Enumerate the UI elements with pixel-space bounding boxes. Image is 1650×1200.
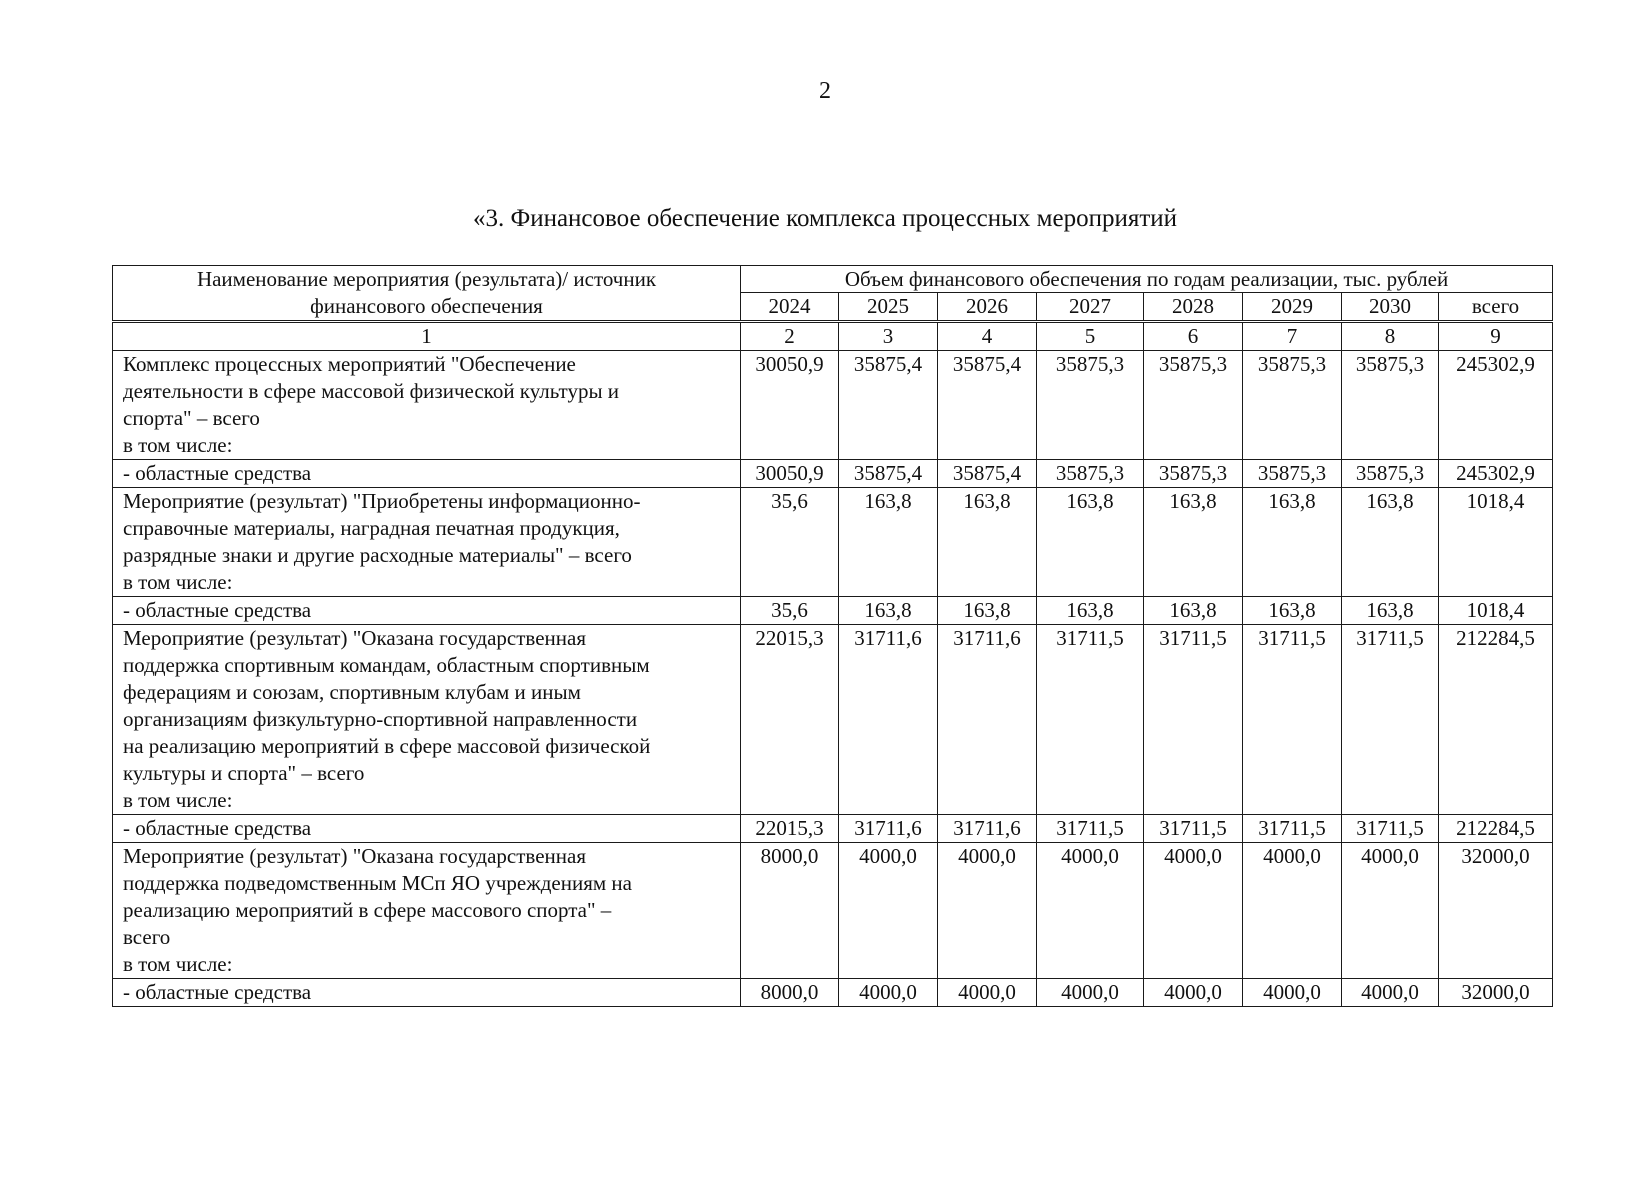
year-header: 2029	[1243, 293, 1342, 322]
row-value-cell: 4000,0	[1342, 979, 1439, 1007]
row-name-cell	[113, 843, 741, 979]
row-name-line: поддержка спортивным командам, областным спортивным	[123, 653, 650, 677]
row-name-line: Мероприятие (результат) "Оказана государственная	[123, 626, 587, 650]
table-row	[113, 488, 1553, 597]
row-value-cell: 4000,0	[839, 979, 938, 1007]
year-header: 2026	[938, 293, 1037, 322]
year-header: 2028	[1144, 293, 1243, 322]
row-name-line: разрядные знаки и другие расходные материалы" – всего	[123, 543, 632, 567]
row-name-line: спорта" – всего	[123, 406, 260, 430]
row-value-cell: 31711,5	[1243, 625, 1342, 815]
column-number: 8	[1342, 322, 1439, 351]
row-total-cell: 245302,9	[1439, 460, 1553, 488]
row-value-cell: 163,8	[938, 488, 1037, 597]
row-value-cell: 163,8	[839, 597, 938, 625]
row-value-cell: 4000,0	[1144, 979, 1243, 1007]
row-value-cell: 4000,0	[1243, 979, 1342, 1007]
column-number: 7	[1243, 322, 1342, 351]
row-value-cell: 35875,4	[938, 351, 1037, 460]
row-name-cell	[113, 351, 741, 460]
row-value-cell: 8000,0	[741, 979, 839, 1007]
row-name-cell	[113, 460, 741, 488]
row-name-line: в том числе:	[123, 433, 233, 457]
row-value-cell: 35,6	[741, 488, 839, 597]
header-row	[113, 266, 1553, 293]
table-row	[113, 979, 1553, 1007]
row-value-cell: 30050,9	[741, 460, 839, 488]
row-value-cell: 31711,5	[1342, 625, 1439, 815]
row-total-cell: 212284,5	[1439, 625, 1553, 815]
row-value-cell: 35875,4	[938, 460, 1037, 488]
row-value-cell: 163,8	[1342, 488, 1439, 597]
column-number: 4	[938, 322, 1037, 351]
column-number: 3	[839, 322, 938, 351]
row-name-line: Мероприятие (результат) "Оказана государственная	[123, 844, 587, 868]
year-header: 2025	[839, 293, 938, 322]
table-body	[113, 351, 1553, 1007]
row-value-cell: 163,8	[1037, 488, 1144, 597]
row-name-line: Комплекс процессных мероприятий "Обеспечение	[123, 352, 576, 376]
row-value-cell: 35875,4	[839, 460, 938, 488]
row-value-cell: 4000,0	[1342, 843, 1439, 979]
row-name-line: федерациям и союзам, спортивным клубам и иным	[123, 680, 581, 704]
row-value-cell: 31711,6	[839, 625, 938, 815]
column-number: 2	[741, 322, 839, 351]
year-header: 2024	[741, 293, 839, 322]
row-name-cell	[113, 597, 741, 625]
row-name-line: культуры и спорта" – всего	[123, 761, 365, 785]
row-value-cell: 35,6	[741, 597, 839, 625]
row-value-cell: 4000,0	[1243, 843, 1342, 979]
row-value-cell: 35875,3	[1037, 460, 1144, 488]
row-value-cell: 4000,0	[1037, 843, 1144, 979]
row-name-line: - областные средства	[123, 461, 312, 485]
row-value-cell: 4000,0	[938, 979, 1037, 1007]
table-row	[113, 351, 1553, 460]
header-name-cell	[113, 266, 741, 322]
row-name-line: справочные материалы, наградная печатная продукция,	[123, 516, 620, 540]
header-name-line: Наименование мероприятия (результата)/ источник	[196, 267, 657, 291]
row-value-cell: 163,8	[1243, 597, 1342, 625]
row-value-cell: 31711,5	[1144, 815, 1243, 843]
row-value-cell: 31711,6	[839, 815, 938, 843]
row-value-cell: 163,8	[1037, 597, 1144, 625]
financing-table	[112, 265, 1553, 1007]
row-value-cell: 31711,5	[1342, 815, 1439, 843]
row-name-line: реализацию мероприятий в сфере массового спорта" –	[123, 898, 612, 922]
row-name-line: в том числе:	[123, 788, 233, 812]
row-name-line: - областные средства	[123, 980, 312, 1004]
row-name-cell	[113, 488, 741, 597]
page-number: 2	[819, 78, 831, 104]
row-total-cell: 32000,0	[1439, 843, 1553, 979]
row-value-cell: 31711,6	[938, 815, 1037, 843]
row-value-cell: 163,8	[1342, 597, 1439, 625]
row-value-cell: 163,8	[839, 488, 938, 597]
column-numbers-row	[113, 322, 1553, 351]
row-value-cell: 30050,9	[741, 351, 839, 460]
row-value-cell: 4000,0	[839, 843, 938, 979]
row-value-cell: 35875,3	[1144, 460, 1243, 488]
column-number: 1	[113, 322, 741, 351]
column-number: 5	[1037, 322, 1144, 351]
row-name-line: деятельности в сфере массовой физической культуры и	[123, 379, 620, 403]
row-total-cell: 1018,4	[1439, 597, 1553, 625]
row-value-cell: 8000,0	[741, 843, 839, 979]
row-value-cell: 163,8	[938, 597, 1037, 625]
row-value-cell: 35875,3	[1243, 460, 1342, 488]
row-name-line: всего	[123, 925, 171, 949]
row-value-cell: 31711,5	[1037, 625, 1144, 815]
document-title: «3. Финансовое обеспечение комплекса процессных мероприятий	[472, 205, 1178, 232]
row-value-cell: 22015,3	[741, 815, 839, 843]
row-name-line: в том числе:	[123, 570, 233, 594]
row-name-line: - областные средства	[123, 816, 312, 840]
row-value-cell: 4000,0	[938, 843, 1037, 979]
column-number: 6	[1144, 322, 1243, 351]
row-value-cell: 163,8	[1243, 488, 1342, 597]
row-value-cell: 35875,3	[1342, 351, 1439, 460]
row-name-line: - областные средства	[123, 598, 312, 622]
row-value-cell: 35875,3	[1243, 351, 1342, 460]
table-row	[113, 815, 1553, 843]
row-value-cell: 35875,3	[1342, 460, 1439, 488]
column-number: 9	[1439, 322, 1553, 351]
row-value-cell: 35875,3	[1144, 351, 1243, 460]
table-row	[113, 625, 1553, 815]
row-total-cell: 32000,0	[1439, 979, 1553, 1007]
header-name-line: финансового обеспечения	[310, 294, 543, 318]
row-value-cell: 163,8	[1144, 597, 1243, 625]
row-value-cell: 22015,3	[741, 625, 839, 815]
row-value-cell: 4000,0	[1037, 979, 1144, 1007]
row-name-line: на реализацию мероприятий в сфере массовой физической	[123, 734, 651, 758]
row-value-cell: 163,8	[1144, 488, 1243, 597]
row-name-cell	[113, 625, 741, 815]
row-total-cell: 212284,5	[1439, 815, 1553, 843]
table-row	[113, 460, 1553, 488]
year-header: 2027	[1037, 293, 1144, 322]
row-total-cell: 1018,4	[1439, 488, 1553, 597]
table-row	[113, 597, 1553, 625]
row-name-line: организациям физкультурно-спортивной направленности	[123, 707, 638, 731]
year-header: 2030	[1342, 293, 1439, 322]
total-header: всего	[1439, 293, 1553, 322]
row-value-cell: 31711,5	[1144, 625, 1243, 815]
row-value-cell: 31711,5	[1243, 815, 1342, 843]
row-name-cell	[113, 815, 741, 843]
row-value-cell: 31711,5	[1037, 815, 1144, 843]
row-name-cell	[113, 979, 741, 1007]
row-name-line: Мероприятие (результат) "Приобретены информационно-	[123, 489, 641, 513]
row-total-cell: 245302,9	[1439, 351, 1553, 460]
row-value-cell: 4000,0	[1144, 843, 1243, 979]
row-name-line: поддержка подведомственным МСп ЯО учреждениям на	[123, 871, 632, 895]
row-value-cell: 31711,6	[938, 625, 1037, 815]
row-value-cell: 35875,3	[1037, 351, 1144, 460]
row-name-line: в том числе:	[123, 952, 233, 976]
header-volume-cell: Объем финансового обеспечения по годам реализации, тыс. рублей	[741, 266, 1553, 293]
row-value-cell: 35875,4	[839, 351, 938, 460]
table-row	[113, 843, 1553, 979]
